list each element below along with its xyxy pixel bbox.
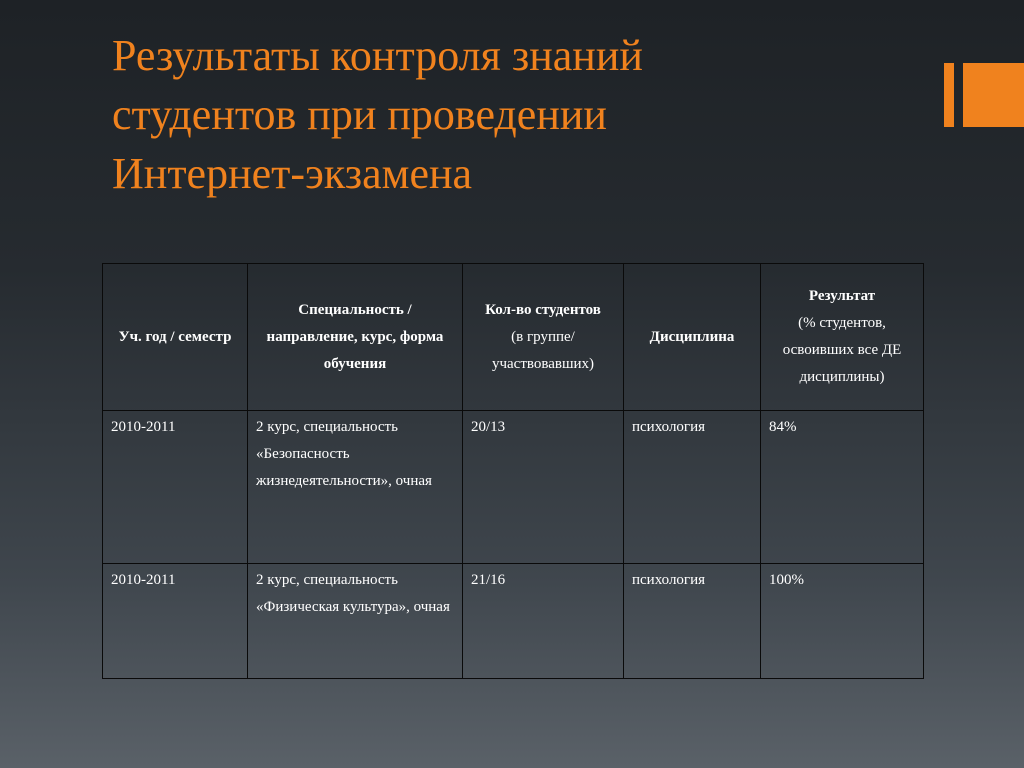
cell-specialty: 2 курс, специальность «Безопасность жизнедеятельности», очная (248, 411, 463, 564)
cell-result: 100% (761, 564, 924, 679)
results-table (102, 263, 924, 679)
header-student-count-label: Кол-во студентов (485, 301, 601, 318)
slide-title-line-2: студентов при проведении (112, 90, 607, 139)
table-header-row (103, 264, 924, 411)
cell-year: 2010-2011 (103, 564, 248, 679)
cell-discipline: психология (624, 564, 761, 679)
header-student-count (463, 264, 624, 411)
cell-students: 20/13 (463, 411, 624, 564)
decorative-accent-bar-thin (944, 63, 954, 127)
slide-title (112, 26, 892, 203)
header-specialty (248, 264, 463, 411)
cell-specialty: 2 курс, специальность «Физическая культура», очная (248, 564, 463, 679)
header-result-label: Результат (808, 288, 876, 304)
header-discipline (624, 264, 761, 411)
header-student-count-note: (в группе/ участвовавших) (491, 328, 595, 372)
cell-result: 84% (761, 411, 924, 564)
slide-title-line-3: Интернет-экзамена (112, 149, 473, 198)
cell-year: 2010-2011 (103, 411, 248, 564)
header-discipline-label: Дисциплина (649, 328, 735, 345)
header-specialty-label: Специальность / направление, курс, форма обучения (266, 301, 444, 372)
slide-title-line-1: Результаты контроля знаний (112, 31, 643, 80)
decorative-accent-bar-thick (963, 63, 1024, 127)
table-row (103, 564, 924, 679)
header-result-note: (% студентов, освоивших все ДЕ дисциплины) (782, 315, 902, 385)
header-year-semester-label: Уч. год / семестр (118, 328, 232, 345)
header-year-semester (103, 264, 248, 411)
table-row (103, 411, 924, 564)
header-result (761, 264, 924, 411)
cell-students: 21/16 (463, 564, 624, 679)
cell-discipline: психология (624, 411, 761, 564)
